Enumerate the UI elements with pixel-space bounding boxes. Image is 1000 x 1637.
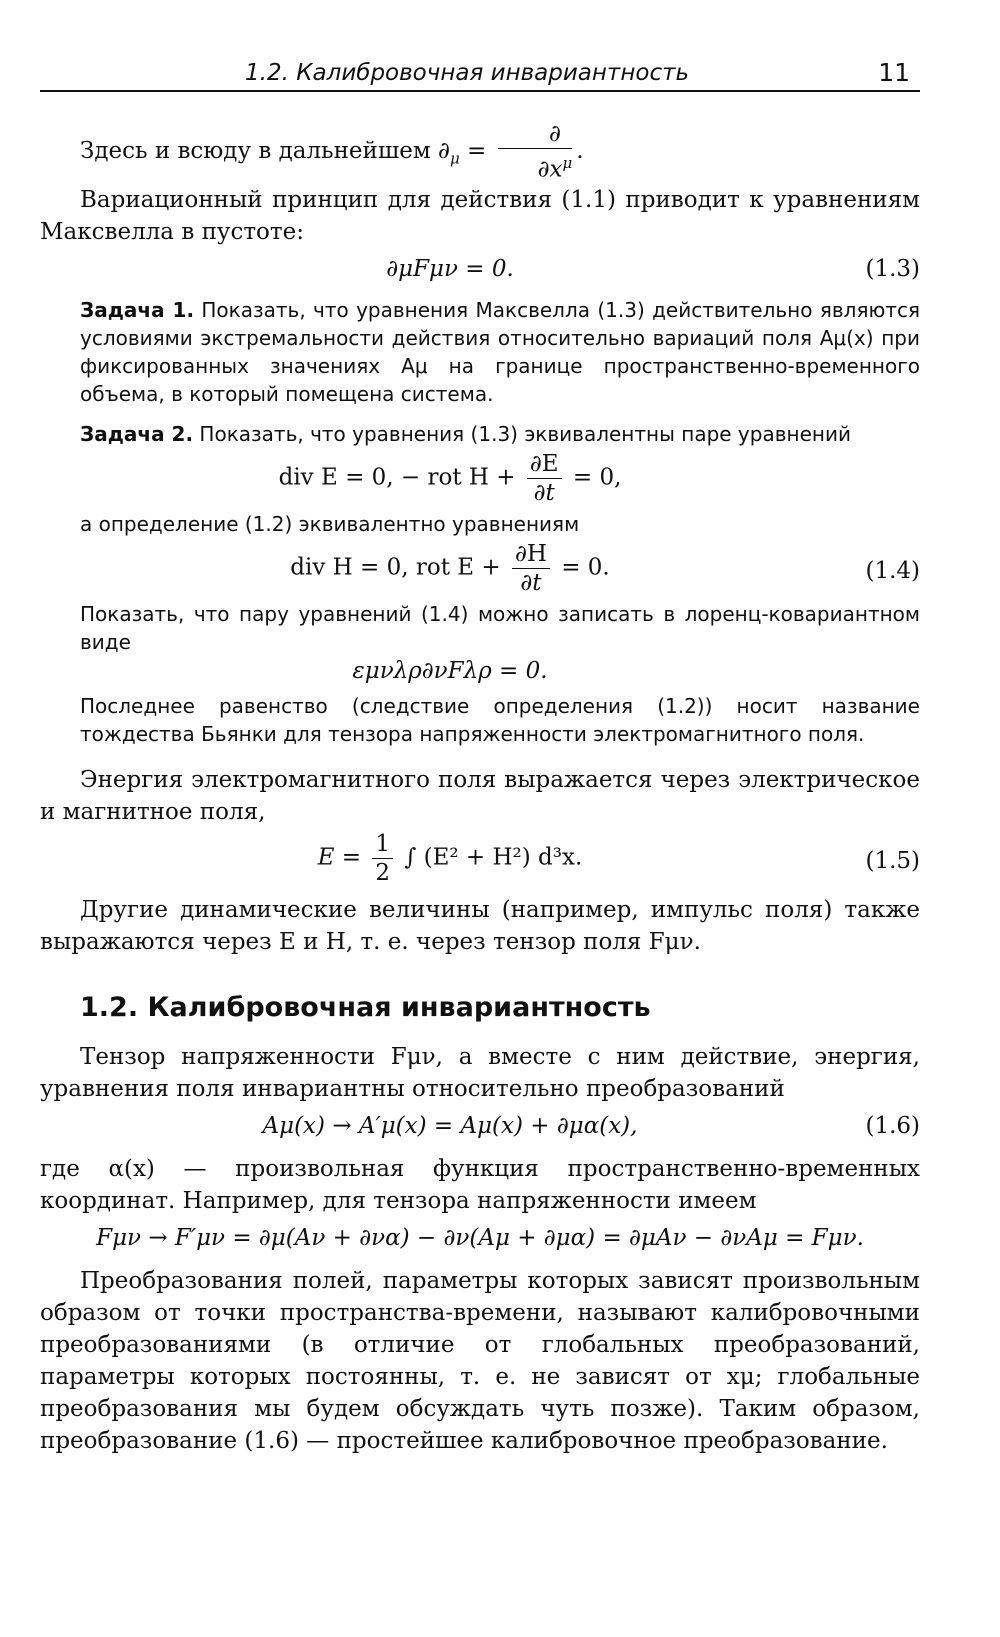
derivative-fraction: $\frac{\partial}{\partial x^\mu}$ (498, 120, 573, 184)
paragraph-variational: Вариационный принцип для действия (1.1) приводит к уравнениям Максвелла в пустоте: (40, 186, 920, 245)
equation-bianchi: εμνλρ∂νFλρ = 0. (352, 657, 548, 684)
equation-1-4: div H = 0, rot E + $\frac{\partial H}{\partial t}$ = 0. (1.4) (290, 540, 920, 596)
equation-pair: div E = 0, − rot H + $\frac{\partial E}{\partial t}$ = 0, (278, 450, 622, 506)
equation-1-3: ∂μFμν = 0. (1.3) (386, 255, 920, 282)
task-1: Задача 1. Показать, что уравнения Максвелла (1.3) действительно являются условиями экстремальности действия относительно вариаций поля Aμ(x) при фиксированных значениях Aμ на границе пространственно-временного объема, в который помещена система. (80, 297, 920, 406)
paragraph-dynamics: Другие динамические величины (например, импульс поля) также выражаются через E и H, т. е. через тензор поля Fμν. (40, 896, 920, 955)
paragraph-tensor: Тензор напряженности Fμν, а вместе с ним действие, энергия, уравнения поля инвариантны относительно преобразований (40, 1043, 920, 1102)
equation-1-5: E = $\frac{1}{2}$ ∫ (E² + H²) d³x. (1.5) (317, 830, 920, 886)
task-2: Задача 2. Показать, что уравнения (1.3) эквивалентны паре уравнений (80, 421, 851, 446)
equation-gauge-invariance: Fμν → F′μν = ∂μ(Aν + ∂να) − ∂ν(Aμ + ∂μα) = ∂μAν − ∂νAμ = Fμν. (96, 1224, 864, 1251)
task-2-bianchi-note: Последнее равенство (следствие определения (1.2)) носит название тождества Бьянки для тензора напряженности электромагнитного поля. (80, 693, 920, 746)
equation-number: (1.3) (865, 255, 920, 282)
task-2-continued: а определение (1.2) эквивалентно уравнениям (80, 511, 580, 536)
paragraph-notation: Здесь и всюду в дальнейшем $\partial_\mu$ = $\frac{\partial}{\partial x^\mu}$ . (80, 121, 584, 183)
header-rule (40, 90, 920, 92)
paragraph-energy: Энергия электромагнитного поля выражается через электрическое и магнитное поля, (40, 766, 920, 825)
equation-number: (1.6) (865, 1112, 920, 1139)
book-page (40, 40, 920, 1457)
running-title: 1.2. Калибровочная инвариантность (245, 60, 690, 86)
page-number: 11 (878, 58, 910, 87)
equation-number: (1.5) (865, 847, 920, 874)
equation-1-6: Aμ(x) → A′μ(x) = Aμ(x) + ∂μα(x), (1.6) (262, 1112, 920, 1139)
section-title: 1.2. Калибровочная инвариантность (80, 991, 651, 1023)
paragraph-gauge-transformations: Преобразования полей, параметры которых зависят произвольным образом от точки пространства-времени, называют калибровочными преобразованиями (в отличие от глобальных преобразований, параметры которых постоянны, т. е. не зависят от xμ; глобальные преобразования мы будем обсуждать чуть позже). Таким образом, преобразование (1.6) — простейшее калибровочное преобразование. (40, 1267, 920, 1454)
task-2-covariant: Показать, что пару уравнений (1.4) можно записать в лоренц-ковариантном виде (80, 601, 920, 654)
equation-number: (1.4) (865, 557, 920, 584)
paragraph-alpha: где α(x) — произвольная функция пространственно-временных координат. Например, для тензора напряженности имеем (40, 1155, 920, 1214)
running-header (40, 40, 920, 90)
